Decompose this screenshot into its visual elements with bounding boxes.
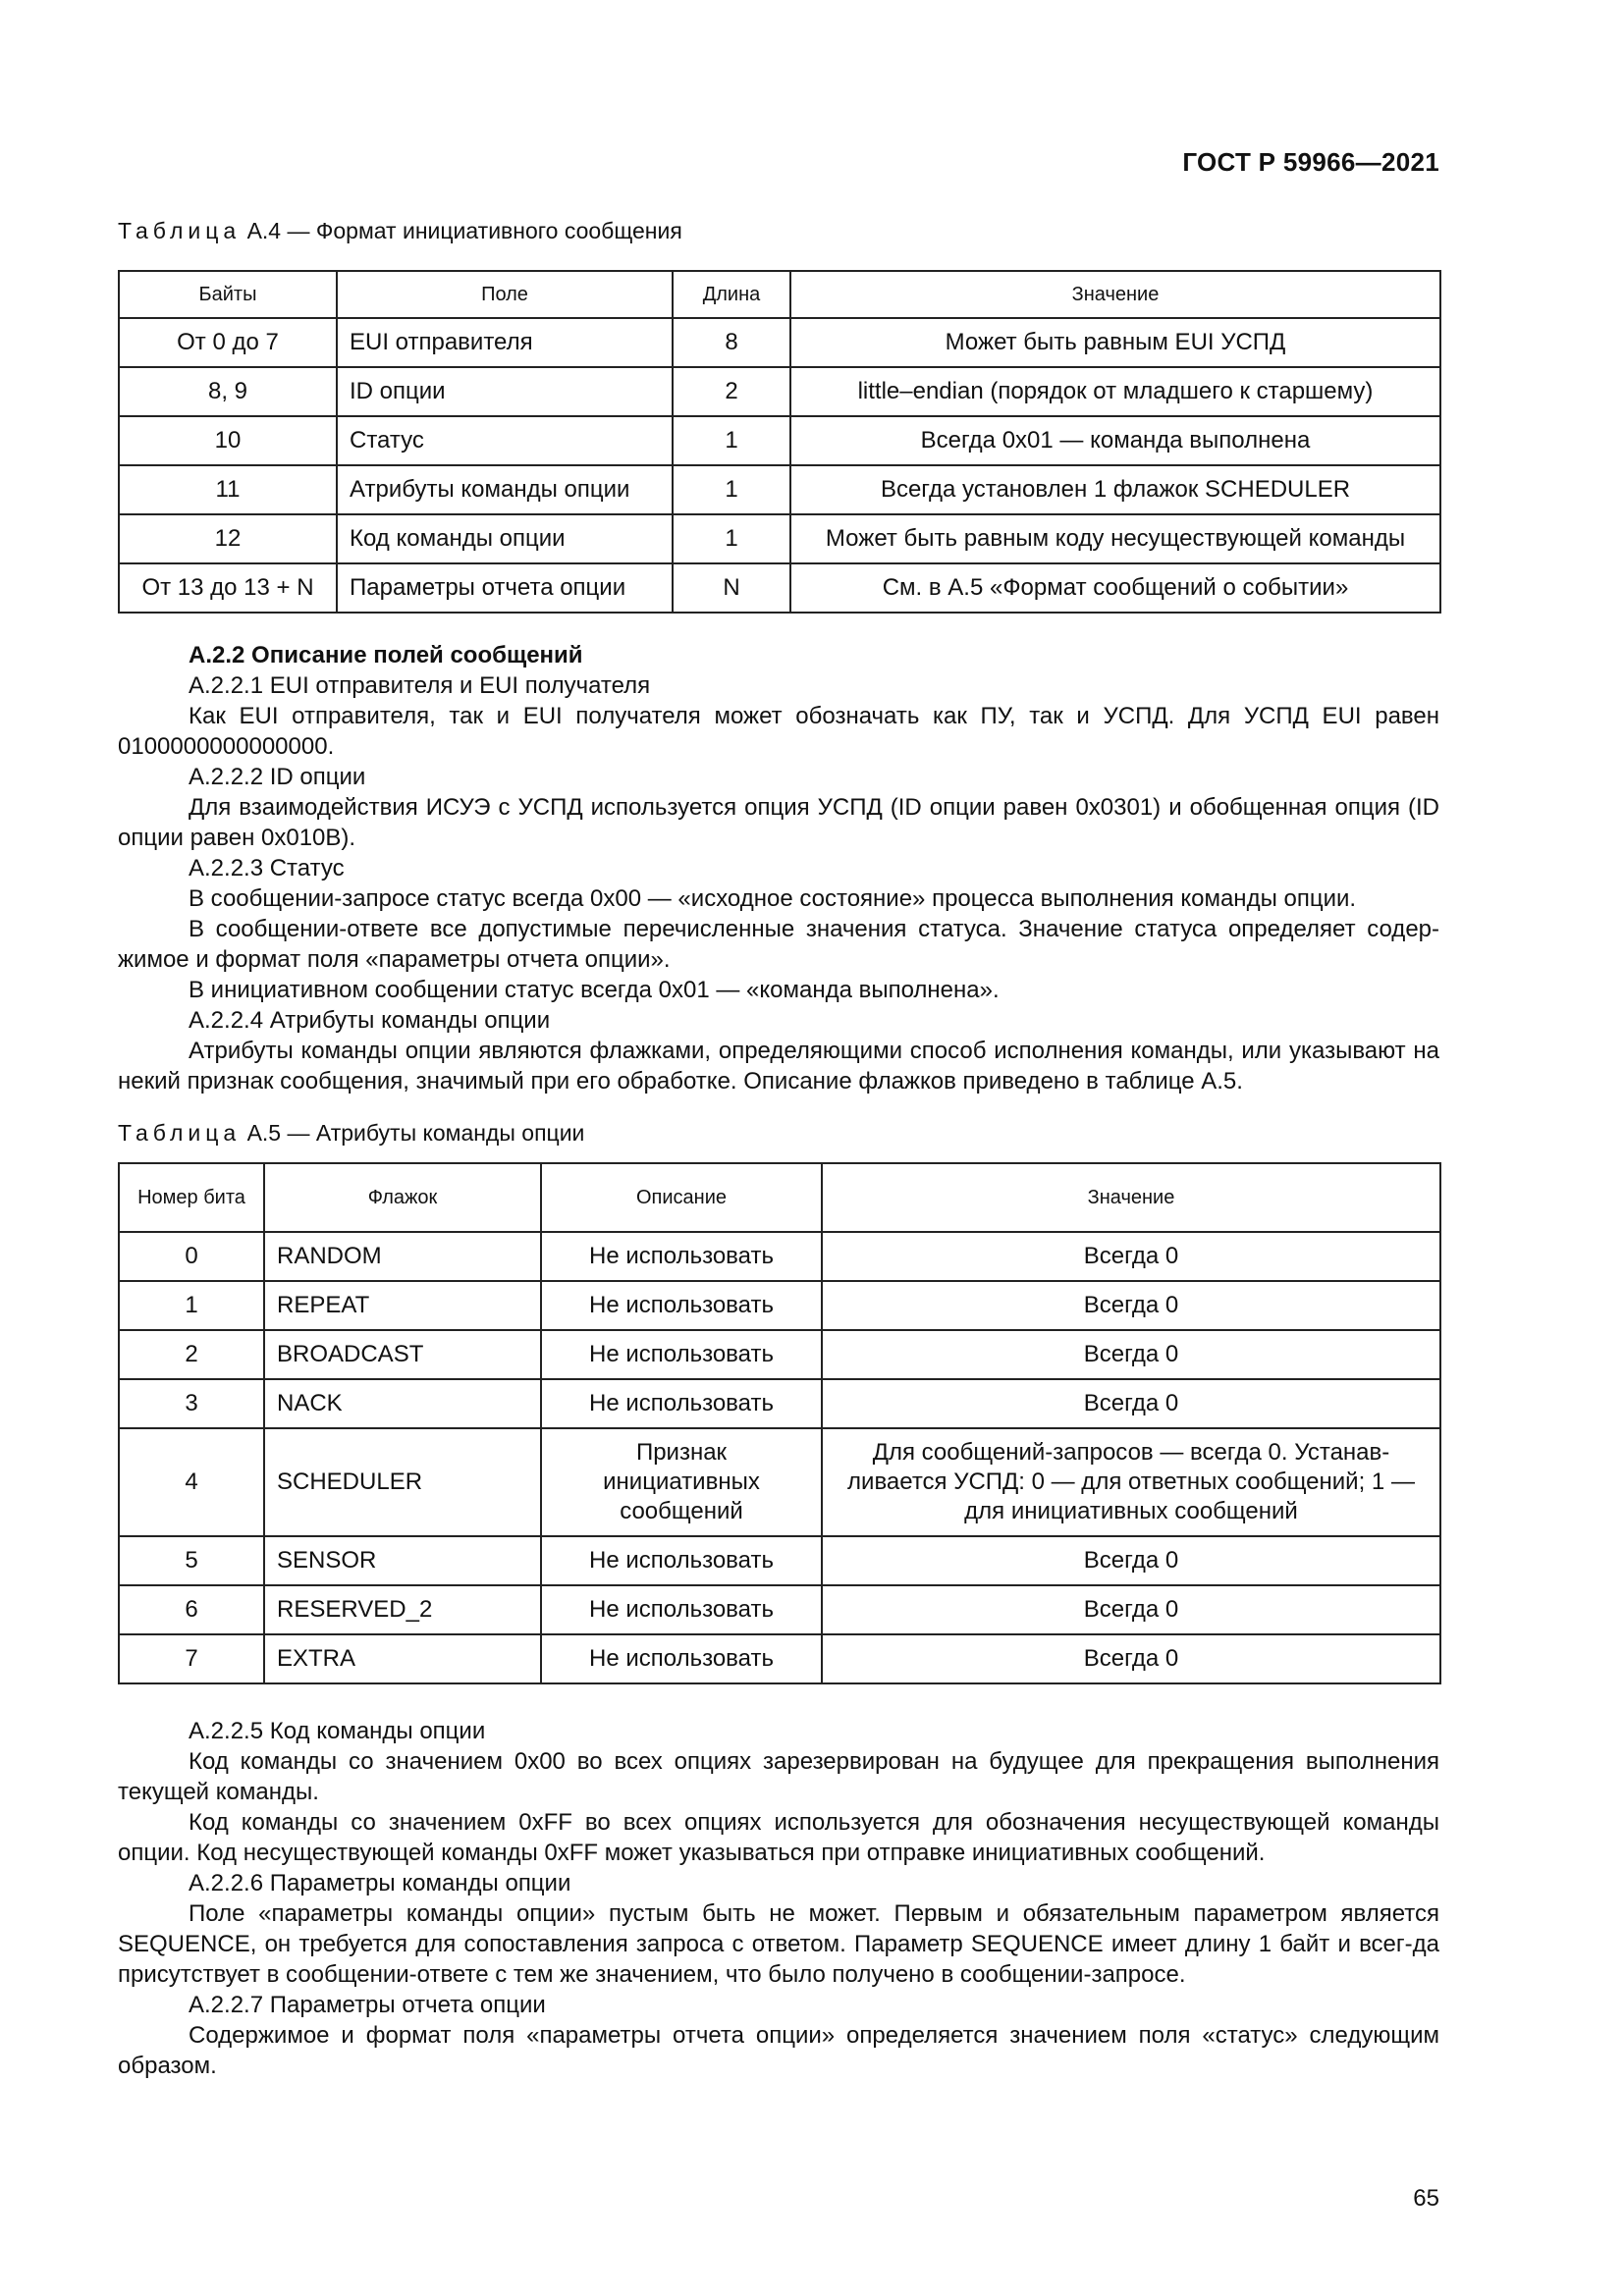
table-cell: 7	[119, 1634, 264, 1683]
table-cell: От 0 до 7	[119, 318, 337, 367]
table-cell: Не использовать	[541, 1330, 822, 1379]
table-cell: 1	[119, 1281, 264, 1330]
table-row	[119, 416, 1440, 465]
table-row	[119, 1634, 1440, 1683]
paragraph: Атрибуты команды опции являются флажками, определяющими способ исполнения команды, или указывают на некий признак сообщения, значимый при его обработке. Описание флажков приведено в таблице А.5.	[118, 1038, 1439, 1095]
table-a4-header-cell: Значение	[790, 271, 1440, 318]
subsection-heading: А.2.2.3 Статус	[189, 855, 345, 881]
table-cell: REPEAT	[264, 1281, 541, 1330]
subsection-heading: А.2.2.5 Код команды опции	[189, 1718, 486, 1744]
table-cell: Не использовать	[541, 1634, 822, 1683]
table-cell: 4	[119, 1428, 264, 1536]
table-row	[119, 367, 1440, 416]
table-cell: Всегда 0	[822, 1379, 1440, 1428]
table-cell: 8, 9	[119, 367, 337, 416]
table-cell: Может быть равным EUI УСПД	[790, 318, 1440, 367]
page-number: 65	[1413, 2185, 1439, 2212]
table-a5-caption-prefix: Таблица	[118, 1120, 242, 1146]
table-cell: Всегда 0	[822, 1536, 1440, 1585]
table-row	[119, 318, 1440, 367]
table-a4	[118, 270, 1441, 614]
table-row	[119, 514, 1440, 563]
table-a4-header-cell: Байты	[119, 271, 337, 318]
table-cell: От 13 до 13 + N	[119, 563, 337, 613]
table-row	[119, 1232, 1440, 1281]
table-cell: Всегда 0	[822, 1634, 1440, 1683]
table-cell: 10	[119, 416, 337, 465]
document-code: ГОСТ Р 59966—2021	[1182, 147, 1439, 177]
paragraph: Для взаимодействия ИСУЭ с УСПД используется опция УСПД (ID опции равен 0x0301) и обобщенная опция (ID опции равен 0x010B).	[118, 794, 1439, 851]
table-row	[119, 1330, 1440, 1379]
table-cell: 3	[119, 1379, 264, 1428]
table-a5-header-cell: Описание	[541, 1163, 822, 1232]
table-row	[119, 1281, 1440, 1330]
section-text-1	[118, 640, 1439, 1096]
table-cell: Не использовать	[541, 1379, 822, 1428]
table-cell: Может быть равным коду несуществующей команды	[790, 514, 1440, 563]
table-cell: Код команды опции	[337, 514, 673, 563]
table-cell: 2	[119, 1330, 264, 1379]
table-cell: Не использовать	[541, 1281, 822, 1330]
subsection-heading: А.2.2.2 ID опции	[189, 764, 366, 790]
section-heading: А.2.2 Описание полей сообщений	[189, 642, 583, 668]
table-cell: Признак инициативных сообщений	[541, 1428, 822, 1536]
table-row	[119, 465, 1440, 514]
table-cell: 11	[119, 465, 337, 514]
table-cell: 2	[673, 367, 790, 416]
subsection-heading: А.2.2.1 EUI отправителя и EUI получателя	[189, 672, 651, 699]
paragraph: Поле «параметры команды опции» пустым быть не может. Первым и обязательным параметром является SEQUENCE, он требуется для сопоставления запроса с ответом. Параметр SEQUENCE имеет длину 1 байт и всег-да присутствует в сообщении-ответе с тем же значением, что было получено в сообщении-запросе.	[118, 1900, 1439, 1988]
table-cell: Для сообщений-запросов — всегда 0. Устанав-ливается УСПД: 0 — для ответных сообщений; 1 — для инициативных сообщений	[822, 1428, 1440, 1536]
table-cell: little–endian (порядок от младшего к старшему)	[790, 367, 1440, 416]
table-cell: Статус	[337, 416, 673, 465]
table-a5-header-cell: Значение	[822, 1163, 1440, 1232]
table-a4-header-cell: Длина	[673, 271, 790, 318]
paragraph: Содержимое и формат поля «параметры отчета опции» определяется значением поля «статус» следующим образом.	[118, 2022, 1439, 2079]
table-cell: 1	[673, 465, 790, 514]
table-cell: RESERVED_2	[264, 1585, 541, 1634]
table-a4-header-cell: Поле	[337, 271, 673, 318]
subsection-heading: А.2.2.4 Атрибуты команды опции	[189, 1007, 551, 1034]
table-cell: 0	[119, 1232, 264, 1281]
subsection-heading: А.2.2.7 Параметры отчета опции	[189, 1992, 546, 2018]
table-a5-caption-text: А.5 — Атрибуты команды опции	[241, 1120, 585, 1146]
table-a4-caption	[118, 218, 682, 244]
table-cell: Параметры отчета опции	[337, 563, 673, 613]
table-a5-header-row	[119, 1163, 1440, 1232]
table-a4-header-row	[119, 271, 1440, 318]
paragraph: Код команды со значением 0xFF во всех опциях используется для обозначения несуществующей команды опции. Код несуществующей команды 0xFF может указываться при отправке инициативных сообщений.	[118, 1809, 1439, 1866]
table-row	[119, 1585, 1440, 1634]
table-a4-caption-prefix: Таблица	[118, 218, 242, 243]
table-a5	[118, 1162, 1441, 1684]
paragraph: Код команды со значением 0x00 во всех опциях зарезервирован на будущее для прекращения выполнения текущей команды.	[118, 1748, 1439, 1805]
table-cell: SCHEDULER	[264, 1428, 541, 1536]
table-cell: Всегда 0	[822, 1330, 1440, 1379]
table-cell: Не использовать	[541, 1536, 822, 1585]
table-cell: BROADCAST	[264, 1330, 541, 1379]
table-cell: См. в А.5 «Формат сообщений о событии»	[790, 563, 1440, 613]
table-cell: Не использовать	[541, 1232, 822, 1281]
paragraph: В инициативном сообщении статус всегда 0x01 — «команда выполнена».	[189, 977, 1000, 1003]
table-cell: 8	[673, 318, 790, 367]
table-a5-caption	[118, 1120, 584, 1147]
table-cell: Не использовать	[541, 1585, 822, 1634]
table-cell: EXTRA	[264, 1634, 541, 1683]
table-a4-caption-text: А.4 — Формат инициативного сообщения	[241, 218, 682, 243]
table-cell: Атрибуты команды опции	[337, 465, 673, 514]
table-row	[119, 1536, 1440, 1585]
table-cell: Всегда 0x01 — команда выполнена	[790, 416, 1440, 465]
table-cell: N	[673, 563, 790, 613]
table-cell: 1	[673, 416, 790, 465]
table-row	[119, 563, 1440, 613]
table-cell: Всегда 0	[822, 1232, 1440, 1281]
table-cell: ID опции	[337, 367, 673, 416]
paragraph: Как EUI отправителя, так и EUI получателя может обозначать как ПУ, так и УСПД. Для УСПД EUI равен 0100000000000000.	[118, 703, 1439, 760]
table-cell: SENSOR	[264, 1536, 541, 1585]
table-cell: Всегда 0	[822, 1281, 1440, 1330]
table-cell: RANDOM	[264, 1232, 541, 1281]
table-cell: 5	[119, 1536, 264, 1585]
table-cell: 1	[673, 514, 790, 563]
table-cell: 12	[119, 514, 337, 563]
table-a5-header-cell: Флажок	[264, 1163, 541, 1232]
table-cell: Всегда 0	[822, 1585, 1440, 1634]
table-cell: EUI отправителя	[337, 318, 673, 367]
paragraph: В сообщении-запросе статус всегда 0x00 — «исходное состояние» процесса выполнения команды опции.	[189, 885, 1357, 912]
paragraph: В сообщении-ответе все допустимые перечисленные значения статуса. Значение статуса определяет содер-жимое и формат поля «параметры отчета опции».	[118, 916, 1439, 973]
section-text-2	[118, 1716, 1439, 2081]
table-cell: Всегда установлен 1 флажок SCHEDULER	[790, 465, 1440, 514]
table-cell: 6	[119, 1585, 264, 1634]
table-a5-header-cell: Номер бита	[119, 1163, 264, 1232]
table-cell: NACK	[264, 1379, 541, 1428]
subsection-heading: А.2.2.6 Параметры команды опции	[189, 1870, 571, 1896]
table-row	[119, 1379, 1440, 1428]
table-row	[119, 1428, 1440, 1536]
